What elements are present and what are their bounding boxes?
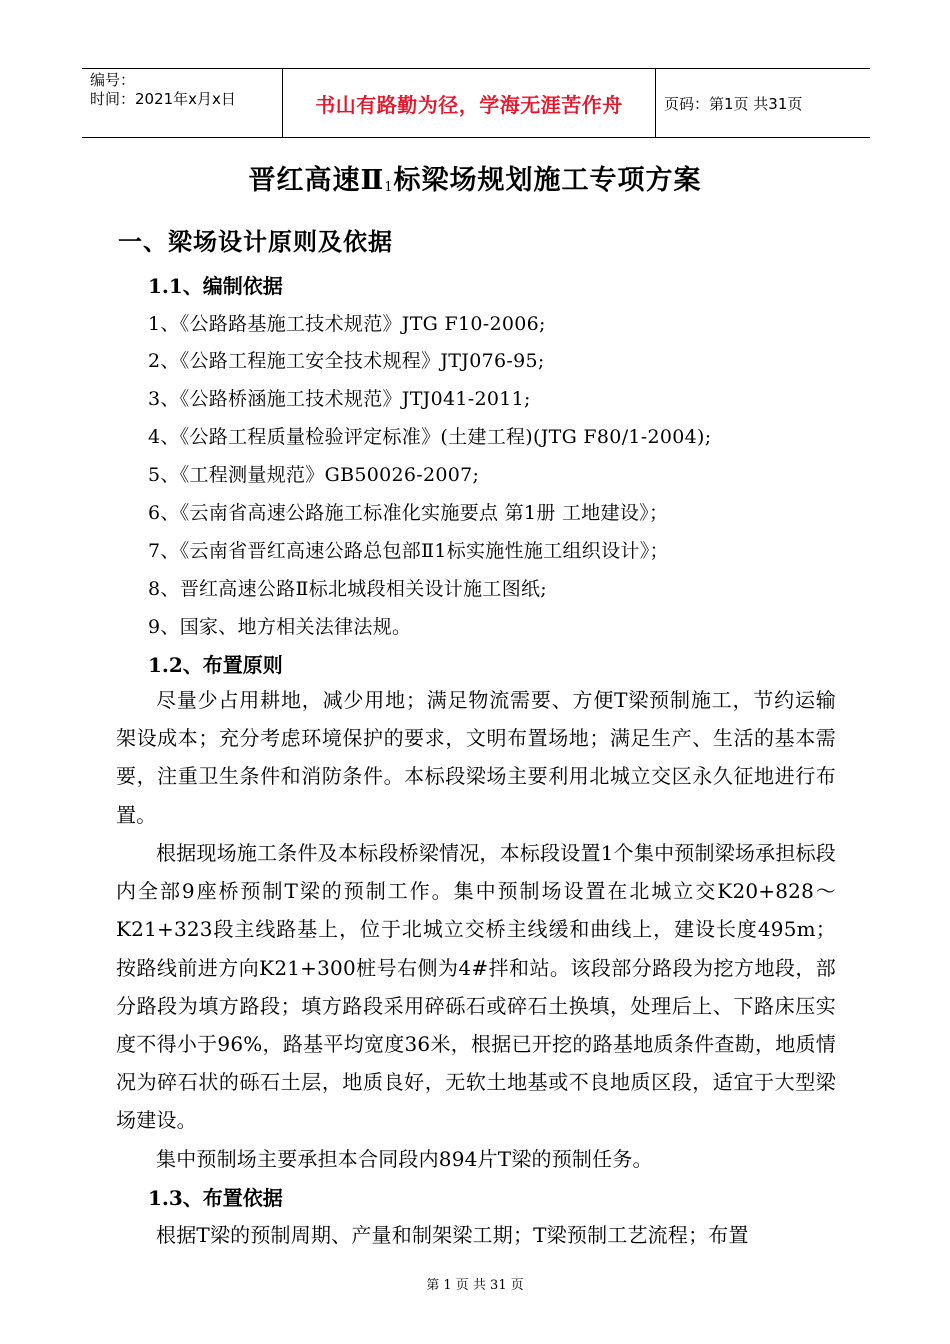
page-footer: 第 1 页 共 31 页: [426, 1278, 524, 1293]
ref-item: 9、国家、地方相关法律法规。: [148, 616, 412, 638]
header-page-info: 页码：第1页 共31页: [664, 94, 803, 113]
paragraph: 根据T梁的预制周期、产量和制架梁工期；T梁预制工艺流程；布置: [156, 1223, 749, 1247]
ref-item: 4、《公路工程质量检验评定标准》(土建工程)(JTG F80/1-2004);: [148, 426, 712, 448]
paragraph: 集中预制场主要承担本合同段内894片T梁的预制任务。: [156, 1147, 653, 1171]
page-header: [82, 68, 870, 138]
section-heading: 一、梁场设计原则及依据: [118, 227, 393, 256]
subsection-heading-1-3: 1.3、布置依据: [148, 1186, 283, 1210]
header-motto-cell: [282, 69, 656, 137]
ref-item: 1、《公路路基施工技术规范》JTG F10-2006;: [148, 313, 546, 335]
ref-item: 5、《工程测量规范》GB50026-2007;: [148, 464, 480, 486]
header-meta: [82, 69, 282, 137]
ref-item: 7、《云南省晋红高速公路总包部Ⅱ1标实施性施工组织设计》；: [148, 540, 669, 562]
time-label: 时间：2021年x月x日: [90, 90, 236, 108]
ref-item: 3、《公路桥涵施工技术规范》JTJ041-2011;: [148, 388, 531, 410]
paragraph: 尽量少占用耕地，减少用地；满足物流需要、方便T梁预制施工，节约运输架设成本；充分考虑环境保护的要求，文明布置场地；满足生产、生活的基本需要，注重卫生条件和消防条件。本标段梁场主要利用北城立交区永久征地进行布置。: [116, 688, 836, 827]
paragraph: 根据现场施工条件及本标段桥梁情况，本标段设置1个集中预制梁场承担标段内全部9座桥预制T梁的预制工作。集中预制场设置在北城立交K20+828～K21+323段主线路基上，位于北城立交桥主线缓和曲线上，建设长度495m；按路线前进方向K21+300桩号右侧为4#拌和站。该段部分路段为挖方地段，部分路段为填方路段；填方路段采用碎砾石或碎石土换填，处理后上、下路床压实度不得小于96%，路基平均宽度36米，根据已开挖的路基地质条件查勘，地质情况为碎石状的砾石土层，地质良好，无软土地基或不良地质区段，适宜于大型梁场建设。: [116, 841, 836, 1133]
ref-item: 6、《云南省高速公路施工标准化实施要点 第1册 工地建设》；: [148, 502, 669, 524]
subsection-heading-1-1: 1.1、编制依据: [148, 274, 283, 298]
ref-item: 2、《公路工程施工安全技术规程》JTJ076-95;: [148, 350, 545, 372]
subsection-heading-1-2: 1.2、布置原则: [148, 653, 283, 677]
document-title: 晋红高速$Ⅱ_1$标梁场规划施工专项方案: [248, 165, 702, 196]
number-label: 编号：: [90, 71, 136, 89]
header-motto: 书山有路勤为径，学海无涯苦作舟: [315, 92, 623, 117]
ref-item: 8、晋红高速公路Ⅱ标北城段相关设计施工图纸;: [148, 578, 548, 600]
